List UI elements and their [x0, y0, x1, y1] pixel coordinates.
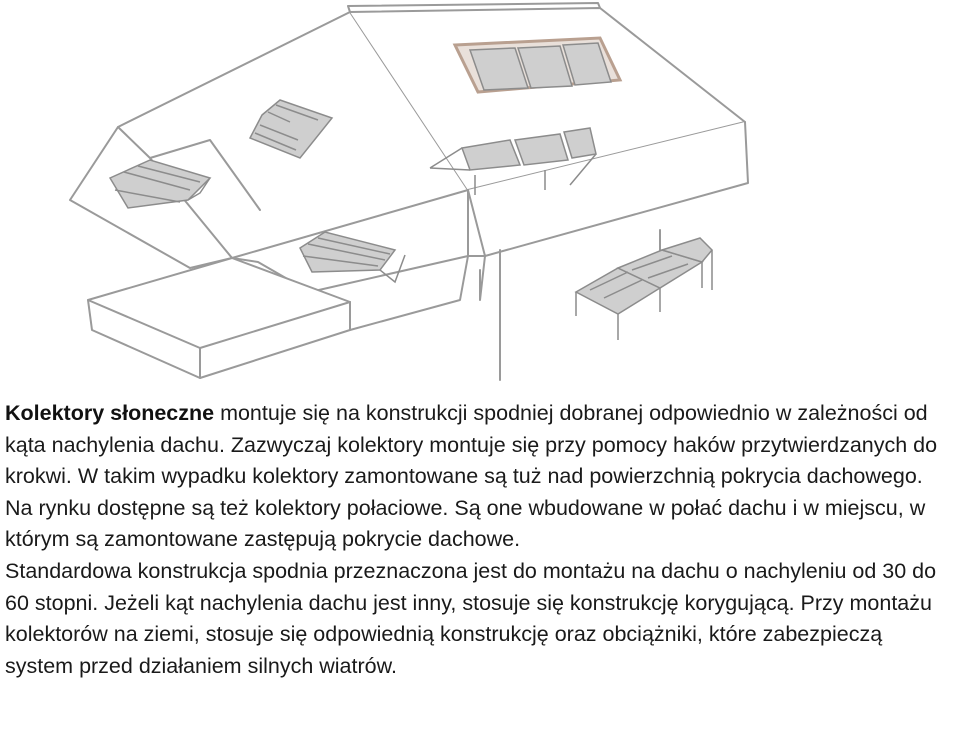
paragraph-roof-integrated: Na rynku dostępne są też kolektory połaciowe. Są one wbudowane w połać dachu i w miejscu, w którym są zamontowane zastępują pokrycie dachowe. [5, 495, 926, 552]
term-solar-collectors: Kolektory słoneczne [5, 401, 215, 425]
paragraph-standard-structure: Standardowa konstrukcja spodnia przeznaczona jest do montażu na dachu o nachyleniu od 30 do 60 stopni. Jeżeli kąt nachylenia dachu jest inny, stosuje się konstrukcję korygującą. Przy montażu kolektorów na ziemi, stosuje się odpowiednią konstrukcję oraz obciążniki, które zabezpieczą system przed działaniem silnych wiatrów. [5, 558, 937, 678]
paragraph-mounting [5, 398, 955, 493]
paragraph-mounting-text: montuje się na konstrukcji spodniej dobranej odpowiednio w zależności od kąta nachylenia dachu. Zazwyczaj kolektory montuje się przy pomocy haków przytwierdzanych do krokwi. W takim wypadku kolektory zamontowane są tuż nad powierzchnią pokrycia dachowego. [5, 401, 938, 489]
flat-extension [88, 258, 350, 348]
description-text [5, 398, 955, 682]
ground-collectors [576, 238, 712, 340]
